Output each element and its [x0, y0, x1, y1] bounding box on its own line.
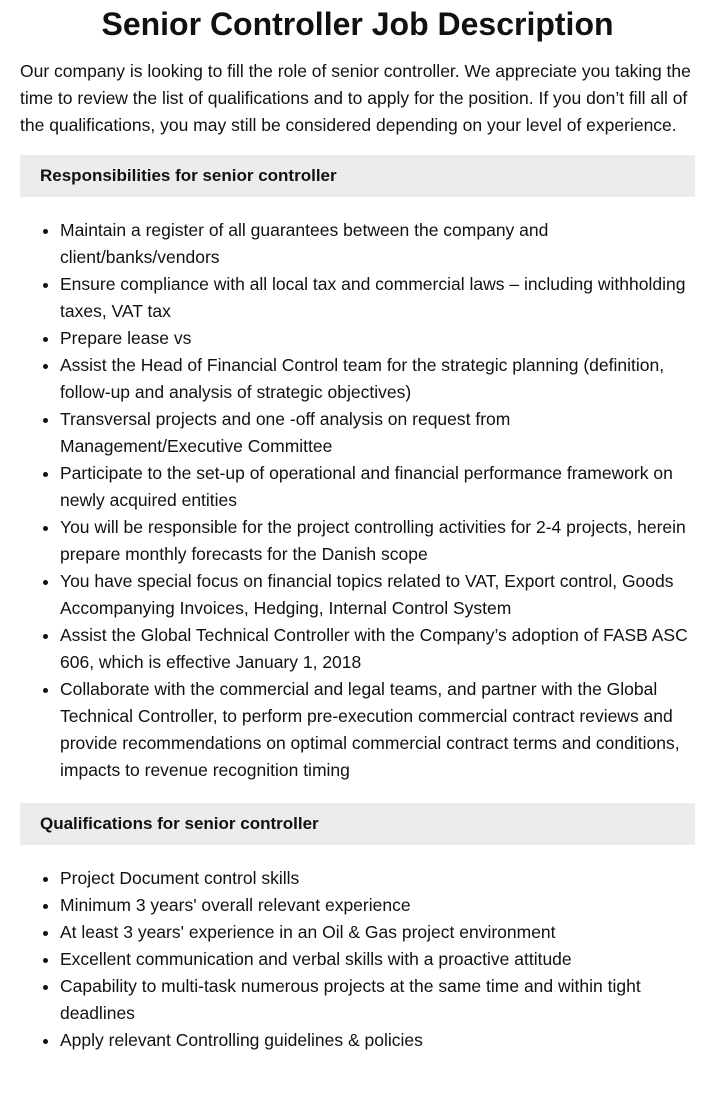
responsibilities-list: [20, 217, 695, 784]
list-item: • Collaborate with the commercial and legal teams, and partner with the Global Technical Controller, to perform pre-execution commercial contract reviews and provide recommendations on optimal commercial contract terms and conditions, impacts to revenue recognition timing: [60, 676, 695, 784]
qualifications-heading: Qualifications for senior controller: [20, 803, 695, 845]
list-item: • Assist the Global Technical Controller with the Company’s adoption of FASB ASC 606, which is effective January 1, 2018: [60, 622, 695, 676]
list-item: • Participate to the set-up of operational and financial performance framework on newly acquired entities: [60, 460, 695, 514]
list-item: • Project Document control skills: [60, 865, 695, 892]
list-item: • You have special focus on financial topics related to VAT, Export control, Goods Accompanying Invoices, Hedging, Internal Control System: [60, 568, 695, 622]
list-item: • Transversal projects and one -off analysis on request from Management/Executive Committee: [60, 406, 695, 460]
list-item: • Excellent communication and verbal skills with a proactive attitude: [60, 946, 695, 973]
intro-paragraph: Our company is looking to fill the role of senior controller. We appreciate you taking the time to review the list of qualifications and to apply for the position. If you don’t fill all of the qualifications, you may still be considered depending on your level of experience.: [20, 61, 691, 135]
list-item: • Prepare lease vs: [60, 325, 695, 352]
list-item: • Minimum 3 years' overall relevant experience: [60, 892, 695, 919]
list-item: • Maintain a register of all guarantees between the company and client/banks/vendors: [60, 217, 695, 271]
qualifications-list: [20, 865, 695, 1054]
list-item: • Apply relevant Controlling guidelines & policies: [60, 1027, 695, 1054]
list-item: • Ensure compliance with all local tax and commercial laws – including withholding taxes, VAT tax: [60, 271, 695, 325]
list-item: • Capability to multi-task numerous projects at the same time and within tight deadlines: [60, 973, 695, 1027]
list-item: • Assist the Head of Financial Control team for the strategic planning (definition, follow-up and analysis of strategic objectives): [60, 352, 695, 406]
list-item: • You will be responsible for the project controlling activities for 2-4 projects, herein prepare monthly forecasts for the Danish scope: [60, 514, 695, 568]
list-item: • At least 3 years' experience in an Oil & Gas project environment: [60, 919, 695, 946]
page-title: Senior Controller Job Description: [101, 6, 614, 42]
responsibilities-heading: Responsibilities for senior controller: [20, 155, 695, 197]
